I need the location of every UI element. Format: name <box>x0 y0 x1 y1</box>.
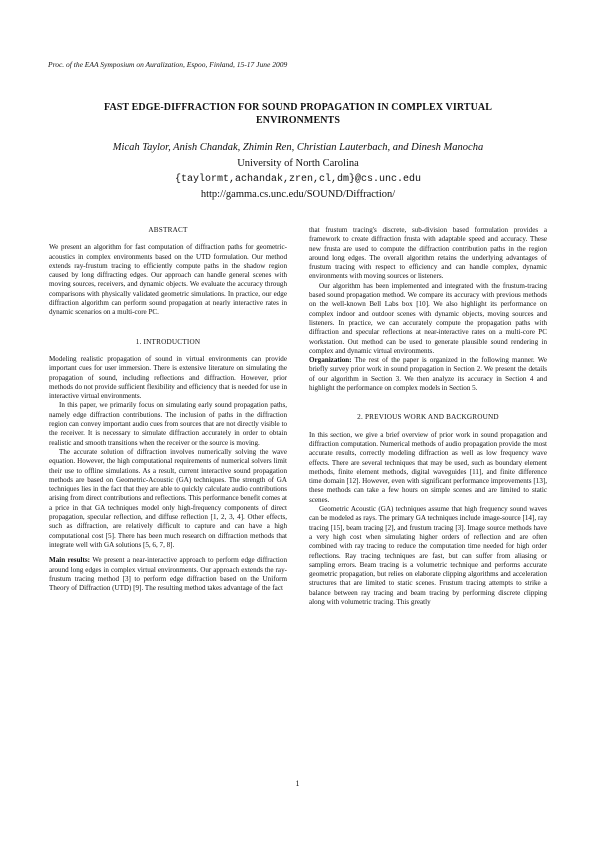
paper-title <box>48 101 548 127</box>
previous-work-heading: 2. PREVIOUS WORK AND BACKGROUND <box>357 413 499 422</box>
intro-paragraph-1: Modeling realistic propagation of sound in virtual environments can provide important cues for user immersion. There is extensive literature on simulating the propagation of sound, including reflections and diffraction. However, prior methods do not provide sufficient flexibility and efficiency that is needed for use in interactive virtual environments. <box>49 354 287 401</box>
main-results-label: Main results: <box>49 556 90 565</box>
intro-paragraph-6: Our algorithm has been implemented and integrated with the frustum-tracing based sound propagation method. We compare its accuracy with previous methods on the well-known Bell Labs box [10]. We also highlight its performance on complex indoor and outdoor scenes with dynamic objects, moving sources and listeners. In practice, we can accurately compute the propagation paths with diffraction and specular reflections at near-interactive rates on a multi-core PC workstation. Out method can be used to generate plausible sound rendering in complex and dynamic virtual environments. <box>309 281 547 355</box>
page-number: 1 <box>295 779 300 788</box>
author-list: Micah Taylor, Anish Chandak, Zhimin Ren, Christian Lauterbach, and Dinesh Manocha <box>112 142 484 153</box>
organization-paragraph <box>309 356 547 393</box>
affiliation: University of North Carolina <box>237 158 359 169</box>
project-url[interactable]: http://gamma.cs.unc.edu/SOUND/Diffraction/ <box>200 189 396 200</box>
organization-label: Organization: <box>309 356 352 365</box>
organization-text: The rest of the paper is organized in the following manner. We briefly survey prior work in sound propagation in Section 2. We present the details of our algorithm in Section 3. We then analyze its accuracy in Section 4 and highlight the performance on complex models in Section 5. <box>309 356 547 393</box>
running-header: Proc. of the EAA Symposium on Auralization, Espoo, Finland, 15-17 June 2009 <box>48 60 288 69</box>
right-column <box>309 226 547 607</box>
previous-paragraph-2: Geometric Acoustic (GA) techniques assume that high frequency sound waves can be modeled as rays. The primary GA techniques include image-source [14], ray tracing [15], beam tracing [2], and frustum tracing [3]. Image source methods have a very high cost when simulating higher orders of reflection and are often combined with ray tracing to reduce the computation time needed for high order reflections. Ray tracing techniques are fast, but can suffer from aliasing or sampling errors. Beam tracing is a volumetric technique and performs accurate geometric propagation, but relies on elaborate clipping algorithms and acceleration structures that are limited to static scenes. Frustum tracing attempts to strike a balance between ray tracing and beam tracing by performing discrete clipping along with volumetric tracing. This greatly <box>309 505 547 606</box>
intro-paragraph-2: In this paper, we primarily focus on simulating early sound propagation paths, namely edge diffraction contributions. The inclusion of paths in the diffraction region can convey important audio cues from sources that are not directly visible to the receiver. It is necessary to simulate diffraction accurately in order to obtain realistic and smooth transitions when the receiver or the source is moving. <box>49 401 287 447</box>
abstract-text: We present an algorithm for fast computation of diffraction paths for geometric-acoustics in complex environments based on the UTD formulation. Our method extends ray-frustum tracing to efficiently compute paths in the shadow region caused by long diffracting edges. Our approach can handle general scenes with moving sources, receivers, and dynamic objects. We evaluate the accuracy through comparisons with physically validated geometric simulations. In practice, our edge diffraction algorithm can perform sound propagation at nearly interactive rates in dynamic scenarios on a multi-core PC. <box>49 243 287 317</box>
previous-paragraph-1: In this section, we give a brief overview of prior work in sound propagation and diffraction computation. Numerical methods of audio propagation provide the most accurate results, correctly modeling diffraction as well as low frequency wave effects. There are several techniques that may be used, such as boundary element methods, finite element methods, digital waveguides [11], and finite difference time domain [12]. However, even with significant performance improvements [13], these methods can take a few hours on simple scenes and are limited to static scenes. <box>309 430 547 504</box>
main-results-text: We present a near-interactive approach to perform edge diffraction around long edges in complex virtual environments. Our approach extends the ray-frustum tracing method [3] to perform edge diffraction based on the Uniform Theory of Diffraction (UTD) [9]. The resulting method takes advantage of the fact <box>49 556 287 593</box>
intro-paragraph-5: that frustum tracing's discrete, sub-division based formulation provides a framework to create diffraction frusta with adaptable speed and accuracy. These new frusta are used to compute the diffraction contribution paths in the region around long edges. The overall algorithm retains the underlying advantages of frustum tracing with respect to efficiency and can handle complex, dynamic environments with moving sources or listeners. <box>309 226 547 281</box>
intro-paragraph-3: The accurate solution of diffraction involves numerically solving the wave equation. However, the high computational requirements of numerical solvers limit their use to offline simulations. As a result, current interactive sound propagation methods are based on Geometric-Acoustic (GA) techniques. The strength of GA techniques lies in the fact that they are able to quickly calculate audio contributions arising from direct contributions and reflections. This performance benefit comes at a price in that GA techniques model only high-frequency components of direct propagation, specular reflection, and diffuse reflection [1, 2, 3, 4]. Other effects, such as diffraction, are relatively difficult to capture and can have a high computational cost [5]. There has been much research on diffraction methods that integrate well with GA solutions [5, 6, 7, 8]. <box>49 447 287 549</box>
main-results-paragraph <box>49 556 287 593</box>
title-line-1: FAST EDGE-DIFFRACTION FOR SOUND PROPAGATION IN COMPLEX VIRTUAL <box>103 102 492 113</box>
left-column <box>49 226 287 593</box>
author-emails: {taylormt,achandak,zren,cl,dm}@cs.unc.edu <box>174 174 422 185</box>
abstract-heading: ABSTRACT <box>148 226 188 234</box>
introduction-heading: 1. INTRODUCTION <box>135 337 201 346</box>
title-line-2: ENVIRONMENTS <box>256 115 340 126</box>
